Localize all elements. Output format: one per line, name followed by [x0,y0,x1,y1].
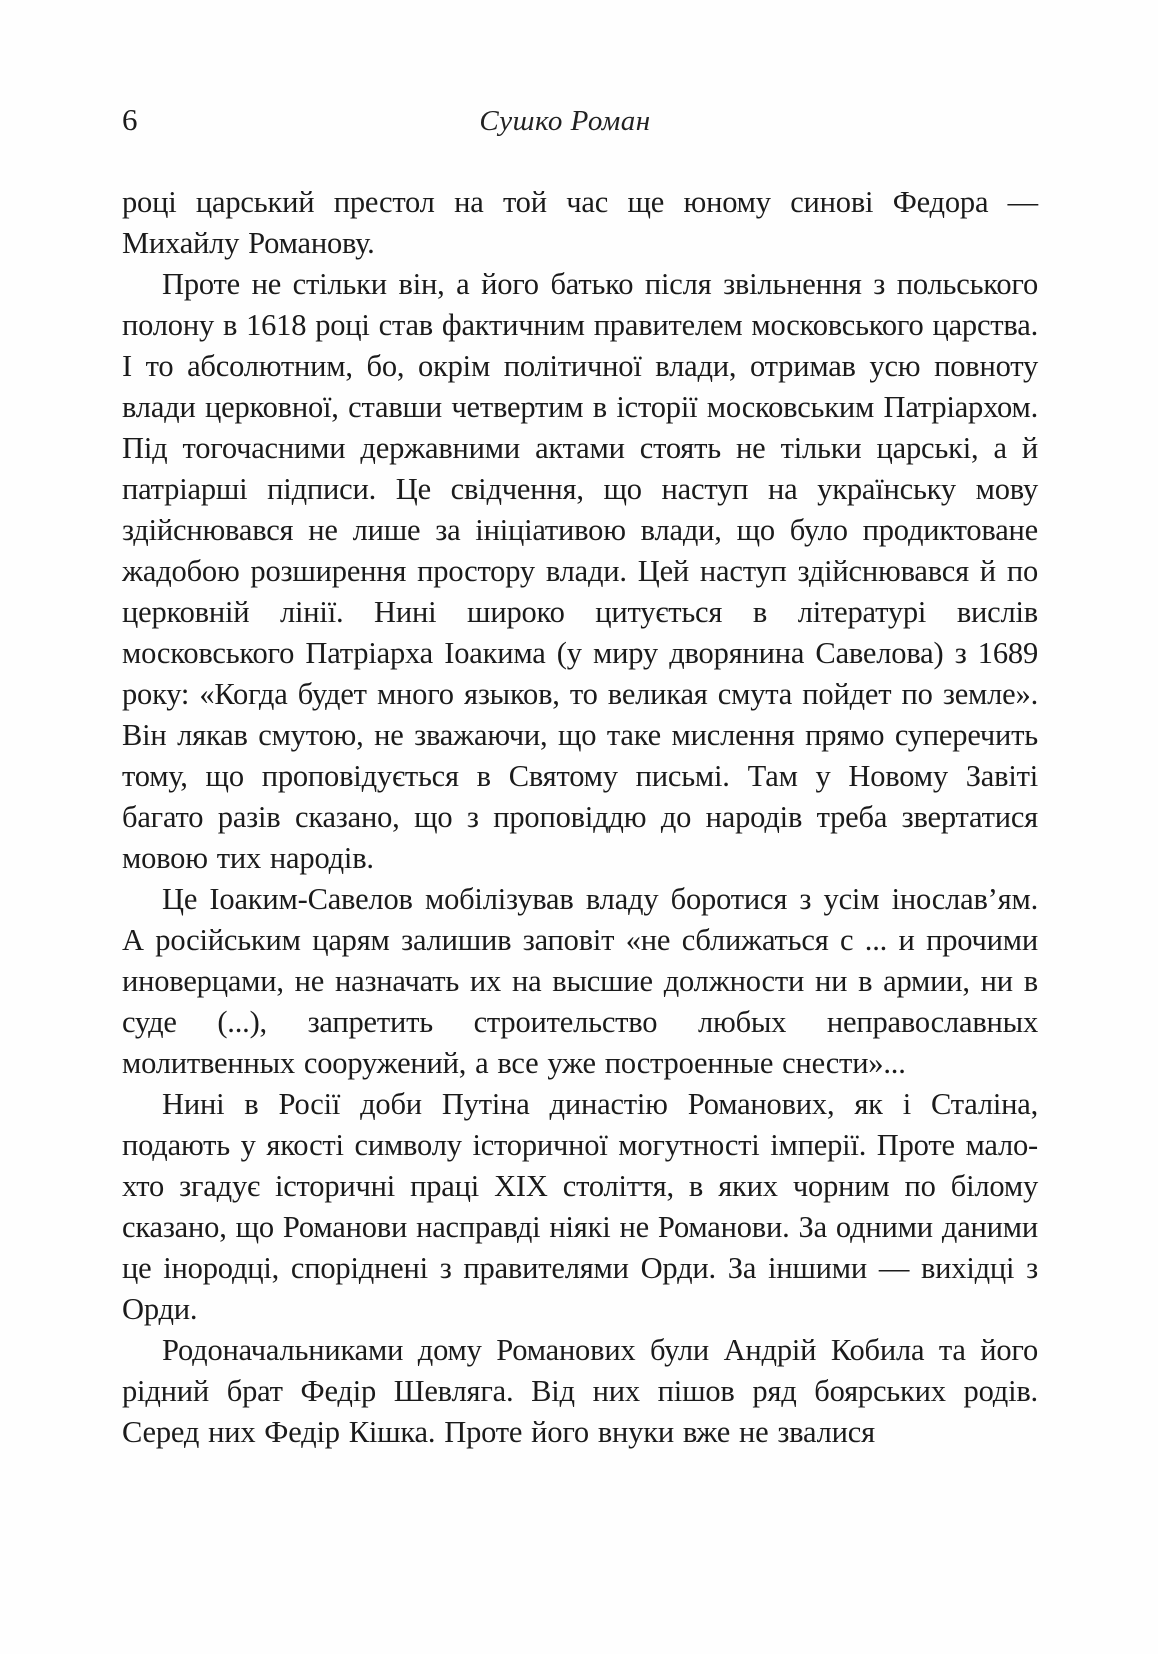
page-header [122,100,1038,142]
page-body [122,182,1038,1453]
body-paragraph: Родоначальниками дому Романових були Андрій Кобила та його рідний брат Федір Шевляга. Від них пішов ряд боярських родів. Серед них Федір Кішка. Проте його внуки вже не звалися [122,1333,1038,1449]
running-header-title: Сушко Роман [479,105,651,137]
body-paragraph: Це Іоаким-Савелов мобілізував владу боротися з усім інослав’ям. А російським царям залишив заповіт «не сближаться с ... и прочими иноверцами, не назначать их на высшие должности ни в армии, ни в суде (...), запретить строительство любых неправославных молитвенных сооружений, а все уже построенные снести»... [122,882,1038,1080]
body-paragraph: Нині в Росії доби Путіна династію Романових, як і Сталіна, подають у якості символу історичної могутності імперії. Проте мало-хто згадує історичні праці XIX століття, в яких чорним по білому сказано, що Романови насправді ніякі не Романови. За одними даними це інородці, споріднені з правителями Орди. За іншими — вихідці з Орди. [122,1087,1038,1326]
body-paragraph: році царський престол на той час ще юному синові Федора — Михайлу Романову. [122,185,1038,260]
page-number: 6 [122,102,138,137]
body-paragraph: Проте не стільки він, а його батько після звільнення з польського полону в 1618 році став фактичним правителем московського царства. І то абсолютним, бо, окрім політичної влади, отримав усю повноту влади церковної, ставши четвертим в історії московським Патріархом. Під тогочасними державними актами стоять не тільки царські, а й патріарші підписи. Це свідчення, що наступ на українську мову здійснювався не лише за ініціативою влади, що було продиктоване жадобою розширення простору влади. Цей наступ здійснювався й по церковній лінії. Нині широко цитується в літературі вислів московського Патріарха Іоакима (у миру дворянина Савелова) з 1689 року: «Когда будет много языков, то великая смута пойдет по земле». Він лякав смутою, не зважаючи, що таке мислення прямо суперечить тому, що проповідується в Святому письмі. Там у Новому Завіті багато разів сказано, що з проповіддю до народів треба звертатися мовою тих народів. [122,267,1038,875]
